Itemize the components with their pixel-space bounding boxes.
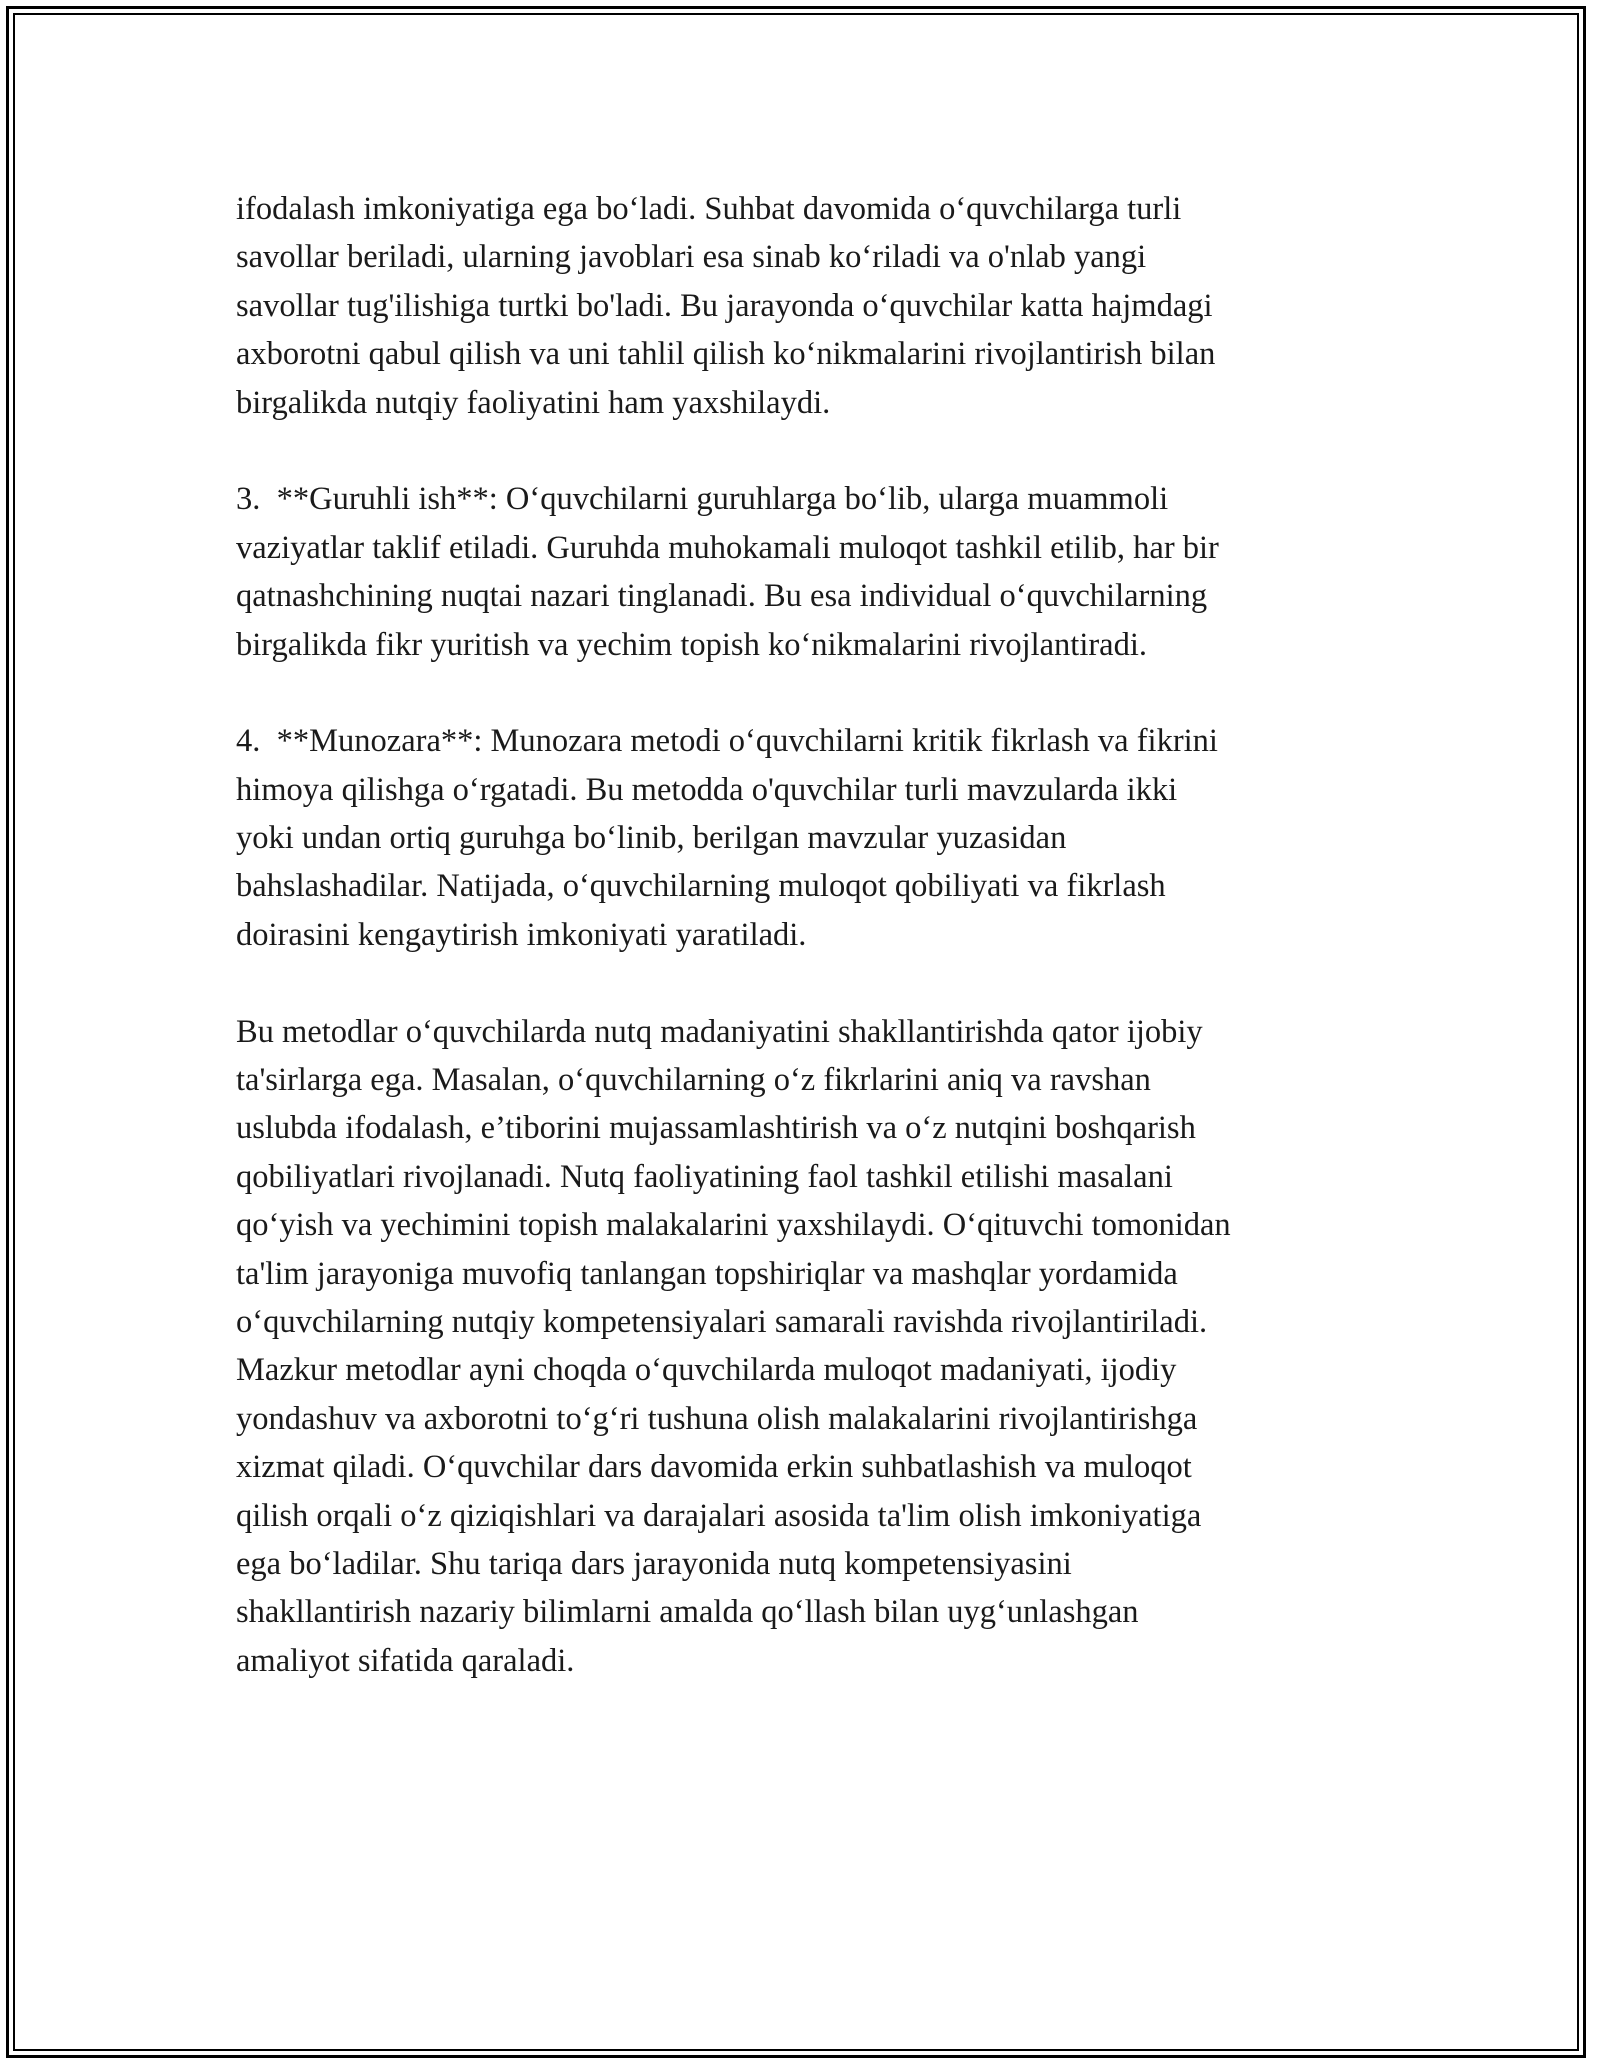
- text-line: yoki undan ortiq guruhga boʻlinib, berilgan mavzular yuzasidan: [236, 820, 1067, 857]
- text-line: qoʻyish va yechimini topish malakalarini yaxshilaydi. Oʻqituvchi tomonidan: [236, 1207, 1231, 1244]
- text-line: bahslashadilar. Natijada, oʻquvchilarning muloqot qobiliyati va fikrlash: [236, 868, 1166, 905]
- paragraph: [236, 1008, 1376, 1685]
- text-line: ta'sirlarga ega. Masalan, oʻquvchilarning oʻz fikrlarini aniq va ravshan: [236, 1062, 1151, 1099]
- text-line: yondashuv va axborotni toʻgʻri tushuna olish malakalarini rivojlantirishga: [236, 1400, 1198, 1437]
- text-line: himoya qilishga oʻrgatadi. Bu metodda o'quvchilar turli mavzularda ikki: [236, 771, 1178, 808]
- paragraph-gap: [236, 669, 1376, 717]
- paragraph-gap: [236, 959, 1376, 1007]
- text-line: qilish orqali oʻz qiziqishlari va darajalari asosida ta'lim olish imkoniyatiga: [236, 1497, 1202, 1534]
- text-line: 3. **Guruhli ish**: Oʻquvchilarni guruhlarga boʻlib, ularga muammoli: [236, 481, 1169, 518]
- document-body: [236, 185, 1376, 1685]
- text-line: shakllantirish nazariy bilimlarni amalda qoʻllash bilan uygʻunlashgan: [236, 1594, 1139, 1631]
- text-line: qobiliyatlari rivojlanadi. Nutq faoliyatining faol tashkil etilishi masalani: [236, 1158, 1173, 1195]
- paragraph: [236, 185, 1376, 427]
- text-line: Mazkur metodlar ayni choqda oʻquvchilarda muloqot madaniyati, ijodiy: [236, 1352, 1177, 1389]
- text-line: oʻquvchilarning nutqiy kompetensiyalari samarali ravishda rivojlantiriladi.: [236, 1303, 1208, 1340]
- paragraph: [236, 717, 1376, 959]
- text-line: ega boʻladilar. Shu tariqa dars jarayonida nutq kompetensiyasini: [236, 1545, 1072, 1582]
- text-line: axborotni qabul qilish va uni tahlil qilish koʻnikmalarini rivojlantirish bilan: [236, 336, 1216, 373]
- text-line: 4. **Munozara**: Munozara metodi oʻquvchilarni kritik fikrlash va fikrini: [236, 723, 1218, 760]
- text-line: xizmat qiladi. Oʻquvchilar dars davomida erkin suhbatlashish va muloqot: [236, 1449, 1192, 1486]
- text-line: birgalikda nutqiy faoliyatini ham yaxshilaydi.: [236, 384, 831, 421]
- paragraph-gap: [236, 427, 1376, 475]
- text-line: ifodalash imkoniyatiga ega boʻladi. Suhbat davomida oʻquvchilarga turli: [236, 191, 1182, 227]
- text-line: qatnashchining nuqtai nazari tinglanadi. Bu esa individual oʻquvchilarning: [236, 578, 1208, 615]
- text-line: savollar beriladi, ularning javoblari esa sinab koʻriladi va o'nlab yangi: [236, 239, 1147, 276]
- text-line: vaziyatlar taklif etiladi. Guruhda muhokamali muloqot tashkil etilib, har bir: [236, 529, 1219, 566]
- text-line: amaliyot sifatida qaraladi.: [236, 1642, 575, 1679]
- text-line: ta'lim jarayoniga muvofiq tanlangan topshiriqlar va mashqlar yordamida: [236, 1255, 1178, 1292]
- text-line: birgalikda fikr yuritish va yechim topish koʻnikmalarini rivojlantiradi.: [236, 626, 1148, 663]
- paragraph: [236, 475, 1376, 669]
- text-line: uslubda ifodalash, e’tiborini mujassamlashtirish va oʻz nutqini boshqarish: [236, 1110, 1196, 1147]
- text-line: savollar tug'ilishiga turtki bo'ladi. Bu jarayonda oʻquvchilar katta hajmdagi: [236, 287, 1213, 324]
- text-line: doirasini kengaytirish imkoniyati yaratiladi.: [236, 916, 807, 953]
- text-line: Bu metodlar oʻquvchilarda nutq madaniyatini shakllantirishda qator ijobiy: [236, 1013, 1203, 1050]
